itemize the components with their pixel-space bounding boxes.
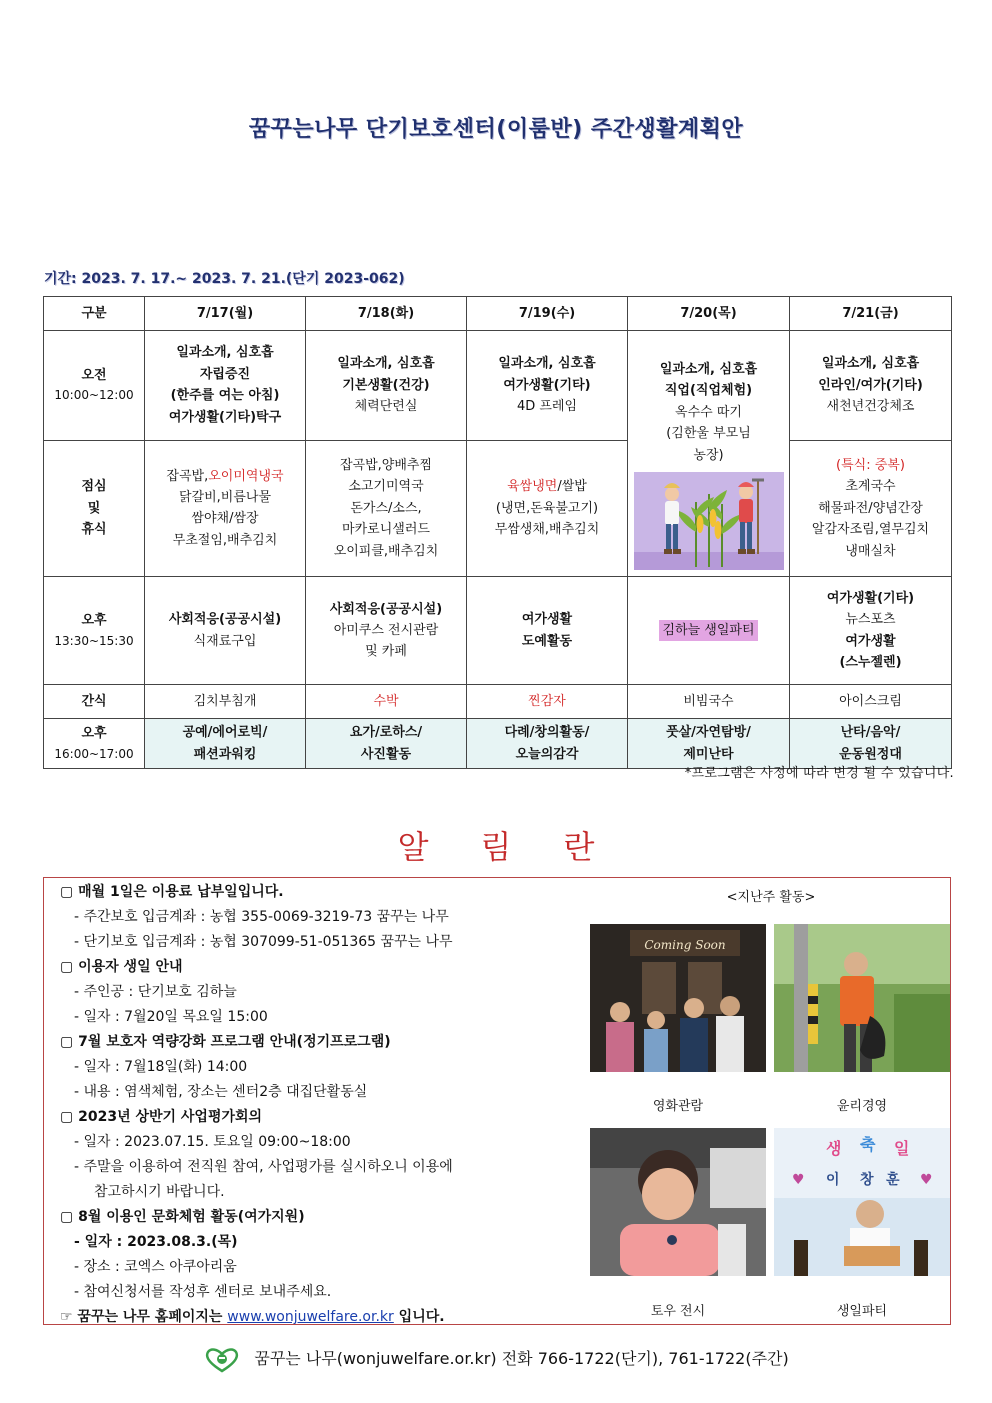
lunch-label: 점심 및 휴식 <box>44 440 145 577</box>
notice-heading-item: ▢ 8월 이용인 문화체험 활동(여가지원) <box>60 1209 305 1225</box>
header-thu: 7/20(목) <box>628 297 790 331</box>
notice-list <box>60 880 590 1330</box>
birthday-banner-2: 축 <box>860 1135 876 1154</box>
notice-detail-item: - 참여신청서를 작성후 센터로 보내주세요. <box>74 1284 332 1300</box>
page-title: 꿈꾸는나무 단기보호센터(이룸반) 주간생활계획안 <box>248 117 744 142</box>
notice-detail-item: 참고하시기 바랍니다. <box>94 1184 225 1200</box>
pm-wed: 여가생활 도예활동 <box>467 577 628 685</box>
header-mon: 7/17(월) <box>145 297 306 331</box>
farm-illustration <box>634 472 784 570</box>
am-mon: 일과소개, 심호흡 자립증진 (한주를 여는 아침) 여가생활(기타)탁구 <box>145 331 306 441</box>
header-category: 구분 <box>44 297 145 331</box>
lunch-mon: 잡곡밥,오이미역냉국 닭갈비,비름나물 쌈야채/쌈장 무초절임,배추김치 <box>145 440 306 577</box>
notice-detail-item: - 일자 : 2023.08.3.(목) <box>74 1234 238 1250</box>
am-wed: 일과소개, 심호흡 여가생활(기타) 4D 프레임 <box>467 331 628 441</box>
movie-photo <box>590 924 766 1072</box>
gallery-caption: 윤리경영 <box>836 1099 888 1114</box>
header-tue: 7/18(화) <box>306 297 467 331</box>
gallery-title: <지난주 활동> <box>726 890 816 905</box>
homepage-line: ☞ 꿈꾸는 나무 홈페이지는 www.wonjuwelfare.or.kr 입니다. <box>60 1309 445 1325</box>
notice-heading-item: ▢ 매월 1일은 이용료 납부일입니다. <box>60 884 284 900</box>
snack-row <box>44 685 952 719</box>
birthday-name-1: 이 <box>826 1172 840 1188</box>
snack-label: 간식 <box>44 685 145 719</box>
footer-contact: 꿈꾸는 나무(wonjuwelfare.or.kr) 전화 766-1722(단기), 761-1722(주간) <box>254 1349 789 1368</box>
notice-heading-item: ▢ 2023년 상반기 사업평가회의 <box>60 1109 263 1125</box>
lunch-row <box>44 440 952 577</box>
notice-heading: 알림란 <box>397 828 647 866</box>
svg-text:♥: ♥ <box>792 1172 805 1188</box>
snack-mon: 김치부침개 <box>145 685 306 719</box>
coming-soon-sign: Coming Soon <box>644 938 726 952</box>
notice-heading-item: ▢ 이용자 생일 안내 <box>60 959 183 975</box>
pm-row <box>44 577 952 685</box>
gallery-caption: 생일파티 <box>836 1304 888 1319</box>
birthday-banner-3: 일 <box>894 1139 910 1158</box>
snack-wed: 찐감자 <box>467 685 628 719</box>
table-header-row <box>44 297 952 331</box>
pm-label: 오후 13:30~15:30 <box>44 577 145 685</box>
ethics-photo <box>774 924 950 1072</box>
birthday-party-badge: 김하늘 생일파티 <box>659 620 757 641</box>
notice-detail-item: - 일자 : 7월18일(화) 14:00 <box>74 1059 248 1075</box>
am-row <box>44 331 952 441</box>
schedule-period: 기간: 2023. 7. 17.~ 2023. 7. 21.(단기 2023-062) <box>44 271 405 287</box>
birthday-banner-1: 생 <box>826 1139 842 1158</box>
lunch-fri: (특식: 중복) 초계국수 해물파전/양념간장 알감자조림,열무김치 냉매실차 <box>790 440 952 577</box>
birthday-name-3: 훈 <box>886 1172 900 1188</box>
am-thu: 일과소개, 심호흡 직업(직업체험) 옥수수 따기 (김한울 부모님 농장) <box>628 331 790 577</box>
birthday-photo <box>774 1128 950 1276</box>
notice-box <box>43 877 951 1325</box>
svg-text:♥: ♥ <box>920 1172 933 1188</box>
clay-exhibit-photo <box>590 1128 766 1276</box>
am-fri: 일과소개, 심호흡 인라인/여가(기타) 새천년건강체조 <box>790 331 952 441</box>
snack-fri: 아이스크림 <box>790 685 952 719</box>
lunch-tue: 잡곡밥,양배추찜 소고기미역국 돈가스/소스, 마카로니샐러드 오이피클,배추김치 <box>306 440 467 577</box>
notice-detail-item: - 일자 : 7월20일 목요일 15:00 <box>74 1009 268 1025</box>
gallery-caption: 영화관람 <box>652 1099 704 1114</box>
notice-detail-item: - 주간보호 입금계좌 : 농협 355-0069-3219-73 꿈꾸는 나무 <box>74 909 449 925</box>
snack-tue: 수박 <box>306 685 467 719</box>
notice-detail-item: - 주인공 : 단기보호 김하늘 <box>74 984 237 1000</box>
pm-fri: 여가생활(기타) 뉴스포츠 여가생활 (스누젤렌) <box>790 577 952 685</box>
pm2-wed: 다례/창의활동/ 오늘의감각 <box>467 719 628 769</box>
gallery-caption: 토우 전시 <box>650 1304 706 1319</box>
weekly-schedule-table <box>43 296 952 769</box>
notice-detail-item: - 일자 : 2023.07.15. 토요일 09:00~18:00 <box>74 1134 351 1150</box>
pm2-fri: 난타/음악/ 운동원정대 <box>790 719 952 769</box>
pm2-thu: 풋살/자연탐방/ 제미난타 <box>628 719 790 769</box>
snack-thu: 비빔국수 <box>628 685 790 719</box>
am-tue: 일과소개, 심호흡 기본생활(건강) 체력단련실 <box>306 331 467 441</box>
lunch-wed: 육쌈냉면/쌀밥 (냉면,돈육불고기) 무쌈생채,배추김치 <box>467 440 628 577</box>
organization-logo-icon <box>203 1347 241 1373</box>
notice-detail-item: - 내용 : 염색체험, 장소는 센터2층 대집단활동실 <box>74 1084 368 1100</box>
pm-mon: 사회적응(공공시설) 식재료구입 <box>145 577 306 685</box>
birthday-name-2: 창 <box>860 1172 874 1188</box>
notice-detail-item: - 단기보호 입금계좌 : 농협 307099-51-051365 꿈꾸는 나무 <box>74 934 453 950</box>
header-fri: 7/21(금) <box>790 297 952 331</box>
pm2-label: 오후 16:00~17:00 <box>44 719 145 769</box>
pm2-tue: 요가/로하스/ 사진활동 <box>306 719 467 769</box>
notice-detail-item: - 주말을 이용하여 전직원 참여, 사업평가를 실시하오니 이용에 <box>74 1159 453 1175</box>
homepage-link[interactable]: www.wonjuwelfare.or.kr <box>227 1309 394 1325</box>
footer <box>0 1346 992 1373</box>
notice-detail-item: - 장소 : 코엑스 아쿠아리움 <box>74 1259 237 1275</box>
header-wed: 7/19(수) <box>467 297 628 331</box>
pm2-mon: 공예/에어로빅/ 패션과워킹 <box>145 719 306 769</box>
schedule-change-note: *프로그램은 사정에 따라 변경 될 수 있습니다. <box>684 766 954 781</box>
am-label: 오전 10:00~12:00 <box>44 331 145 441</box>
pm-thu <box>628 577 790 685</box>
notice-heading-item: ▢ 7월 보호자 역량강화 프로그램 안내(정기프로그램) <box>60 1034 391 1050</box>
pm-tue: 사회적응(공공시설) 아미쿠스 전시관람 및 카페 <box>306 577 467 685</box>
